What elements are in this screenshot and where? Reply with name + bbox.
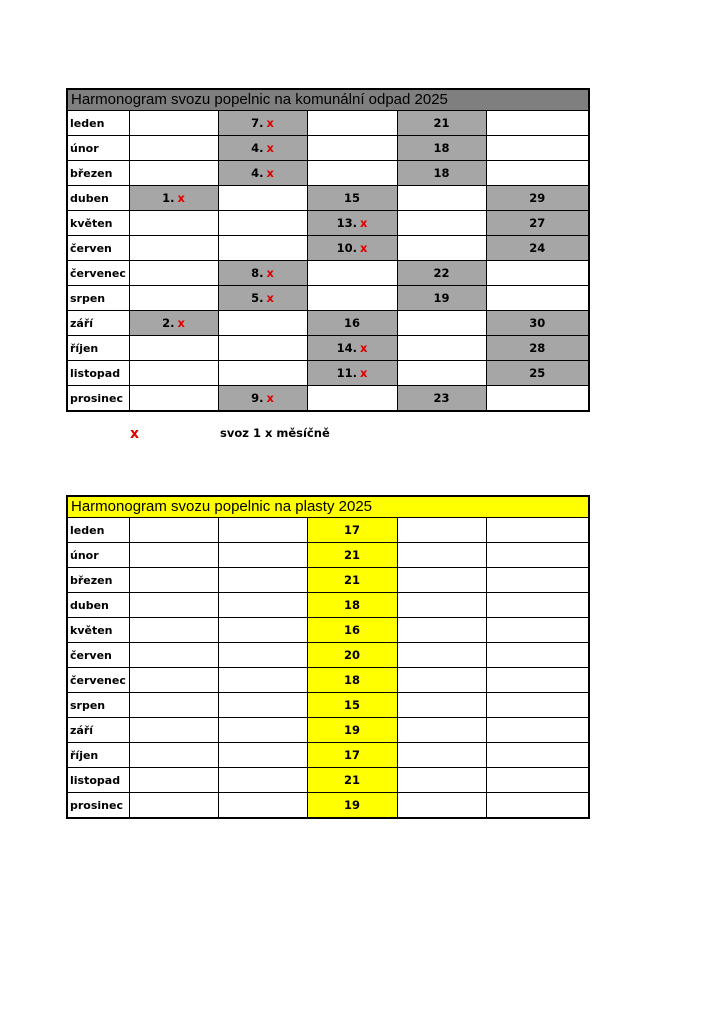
empty-cell <box>486 693 589 718</box>
date-cell <box>307 361 397 386</box>
collection-x-mark: x <box>177 191 185 205</box>
month-cell: srpen <box>67 286 129 311</box>
table-row <box>67 386 589 412</box>
date-value: 16 <box>343 316 360 330</box>
date-value: 14. <box>336 341 357 355</box>
date-value: 29 <box>529 191 546 205</box>
date-cell <box>486 311 589 336</box>
date-value: 8. <box>251 266 264 280</box>
table-row <box>67 211 589 236</box>
empty-cell <box>397 568 486 593</box>
date-cell <box>129 211 218 236</box>
date-cell <box>129 136 218 161</box>
date-cell <box>307 136 397 161</box>
empty-cell <box>486 643 589 668</box>
plasty-date-cell: 21 <box>307 568 397 593</box>
empty-cell <box>486 543 589 568</box>
table-row <box>67 311 589 336</box>
empty-cell <box>129 693 218 718</box>
month-cell: leden <box>67 111 129 136</box>
date-cell <box>307 161 397 186</box>
collection-x-mark: x <box>266 141 274 155</box>
empty-cell <box>486 768 589 793</box>
empty-cell <box>129 643 218 668</box>
date-cell <box>129 261 218 286</box>
date-cell <box>307 286 397 311</box>
date-cell <box>486 211 589 236</box>
month-cell: červenec <box>67 668 129 693</box>
date-value: 19 <box>433 291 450 305</box>
date-value: 9. <box>251 391 264 405</box>
date-value: 11. <box>336 366 357 380</box>
date-cell <box>397 311 486 336</box>
table-row <box>67 543 589 568</box>
table-row <box>67 718 589 743</box>
table-row <box>67 768 589 793</box>
plasty-date-cell: 17 <box>307 743 397 768</box>
empty-cell <box>486 668 589 693</box>
date-cell <box>129 161 218 186</box>
month-cell: prosinec <box>67 386 129 412</box>
date-cell <box>486 161 589 186</box>
empty-cell <box>218 618 307 643</box>
month-cell: březen <box>67 568 129 593</box>
komunalni-odpad-table-wrapper <box>66 88 588 412</box>
date-cell <box>307 311 397 336</box>
table-row <box>67 518 589 543</box>
date-value: 7. <box>251 116 264 130</box>
date-cell <box>486 111 589 136</box>
table-row <box>67 361 589 386</box>
date-value: 4. <box>251 141 264 155</box>
table-row <box>67 236 589 261</box>
month-cell: září <box>67 718 129 743</box>
empty-cell <box>218 668 307 693</box>
empty-cell <box>218 643 307 668</box>
month-cell: únor <box>67 543 129 568</box>
legend <box>66 424 588 444</box>
collection-x-mark: x <box>359 366 368 380</box>
date-cell <box>129 286 218 311</box>
plasty-table-wrapper <box>66 495 588 819</box>
date-cell <box>218 361 307 386</box>
date-cell <box>218 311 307 336</box>
date-value: 15 <box>343 191 360 205</box>
month-cell: duben <box>67 593 129 618</box>
empty-cell <box>218 593 307 618</box>
date-value: 24 <box>529 241 546 255</box>
month-cell: listopad <box>67 768 129 793</box>
collection-x-mark: x <box>359 241 368 255</box>
date-value: 2. <box>162 316 175 330</box>
plasty-date-cell: 17 <box>307 518 397 543</box>
date-cell <box>129 386 218 412</box>
table-row <box>67 693 589 718</box>
date-cell <box>129 111 218 136</box>
date-value: 10. <box>336 241 357 255</box>
empty-cell <box>397 793 486 819</box>
month-cell: červen <box>67 643 129 668</box>
collection-x-mark: x <box>359 341 368 355</box>
table-row <box>67 111 589 136</box>
table-row <box>67 743 589 768</box>
empty-cell <box>129 793 218 819</box>
plasty-date-cell: 21 <box>307 543 397 568</box>
empty-cell <box>129 518 218 543</box>
date-cell <box>218 111 307 136</box>
month-cell: květen <box>67 211 129 236</box>
date-value: 21 <box>433 116 450 130</box>
date-cell <box>486 336 589 361</box>
date-cell <box>307 236 397 261</box>
collection-x-mark: x <box>266 166 274 180</box>
table-row <box>67 568 589 593</box>
date-cell <box>397 211 486 236</box>
empty-cell <box>129 768 218 793</box>
plasty-date-cell: 18 <box>307 593 397 618</box>
empty-cell <box>218 743 307 768</box>
plasty-date-cell: 21 <box>307 768 397 793</box>
date-cell <box>397 336 486 361</box>
table-row <box>67 186 589 211</box>
empty-cell <box>486 718 589 743</box>
plasty-date-cell: 20 <box>307 643 397 668</box>
empty-cell <box>397 543 486 568</box>
empty-cell <box>129 743 218 768</box>
table-row <box>67 593 589 618</box>
empty-cell <box>129 718 218 743</box>
month-cell: červenec <box>67 261 129 286</box>
table-row <box>67 336 589 361</box>
date-cell <box>397 161 486 186</box>
date-cell <box>307 186 397 211</box>
empty-cell <box>218 793 307 819</box>
month-cell: únor <box>67 136 129 161</box>
date-cell <box>397 236 486 261</box>
month-cell: říjen <box>67 336 129 361</box>
date-value: 25 <box>529 366 546 380</box>
date-cell <box>218 286 307 311</box>
plasty-date-cell: 16 <box>307 618 397 643</box>
collection-x-mark: x <box>266 266 274 280</box>
table2-title: Harmonogram svozu popelnic na plasty 2025 <box>67 496 589 518</box>
month-cell: říjen <box>67 743 129 768</box>
komunalni-odpad-table <box>66 88 590 412</box>
plasty-date-cell: 18 <box>307 668 397 693</box>
empty-cell <box>218 518 307 543</box>
date-cell <box>307 261 397 286</box>
date-cell <box>486 186 589 211</box>
date-cell <box>129 186 218 211</box>
empty-cell <box>397 618 486 643</box>
date-cell <box>486 361 589 386</box>
date-cell <box>397 136 486 161</box>
month-cell: prosinec <box>67 793 129 819</box>
empty-cell <box>397 743 486 768</box>
empty-cell <box>486 518 589 543</box>
date-cell <box>397 186 486 211</box>
date-value: 23 <box>433 391 450 405</box>
plasty-table <box>66 495 590 819</box>
date-cell <box>397 261 486 286</box>
empty-cell <box>218 693 307 718</box>
date-cell <box>486 386 589 412</box>
table-row <box>67 668 589 693</box>
table-row <box>67 136 589 161</box>
month-cell: červen <box>67 236 129 261</box>
legend-text: svoz 1 x měsíčně <box>220 426 330 440</box>
collection-x-mark: x <box>359 216 368 230</box>
date-cell <box>486 236 589 261</box>
date-cell <box>218 136 307 161</box>
empty-cell <box>486 593 589 618</box>
date-cell <box>397 386 486 412</box>
month-cell: září <box>67 311 129 336</box>
collection-x-mark: x <box>266 291 274 305</box>
table-row <box>67 286 589 311</box>
table-row <box>67 793 589 819</box>
month-cell: srpen <box>67 693 129 718</box>
date-value: 28 <box>529 341 546 355</box>
legend-x-mark: x <box>130 426 140 442</box>
date-cell <box>486 286 589 311</box>
date-value: 1. <box>162 191 175 205</box>
date-cell <box>218 236 307 261</box>
month-cell: květen <box>67 618 129 643</box>
date-cell <box>307 211 397 236</box>
empty-cell <box>486 743 589 768</box>
empty-cell <box>397 768 486 793</box>
table-row <box>67 618 589 643</box>
empty-cell <box>397 518 486 543</box>
empty-cell <box>486 618 589 643</box>
empty-cell <box>486 793 589 819</box>
date-value: 13. <box>336 216 357 230</box>
date-cell <box>397 286 486 311</box>
empty-cell <box>397 668 486 693</box>
date-cell <box>129 336 218 361</box>
date-value: 22 <box>433 266 450 280</box>
date-cell <box>218 386 307 412</box>
empty-cell <box>486 568 589 593</box>
empty-cell <box>218 568 307 593</box>
date-cell <box>218 161 307 186</box>
empty-cell <box>218 768 307 793</box>
empty-cell <box>397 643 486 668</box>
empty-cell <box>218 543 307 568</box>
date-cell <box>397 111 486 136</box>
table-row <box>67 161 589 186</box>
date-cell <box>129 311 218 336</box>
date-cell <box>129 361 218 386</box>
empty-cell <box>397 593 486 618</box>
date-cell <box>307 111 397 136</box>
date-value: 27 <box>529 216 546 230</box>
empty-cell <box>397 693 486 718</box>
date-value: 4. <box>251 166 264 180</box>
date-cell <box>218 261 307 286</box>
table-row <box>67 261 589 286</box>
empty-cell <box>129 618 218 643</box>
date-cell <box>307 386 397 412</box>
date-cell <box>397 361 486 386</box>
collection-x-mark: x <box>266 391 274 405</box>
date-value: 5. <box>251 291 264 305</box>
month-cell: duben <box>67 186 129 211</box>
collection-x-mark: x <box>177 316 185 330</box>
date-value: 18 <box>433 166 450 180</box>
date-cell <box>486 261 589 286</box>
empty-cell <box>129 593 218 618</box>
table-row <box>67 643 589 668</box>
empty-cell <box>129 568 218 593</box>
plasty-date-cell: 15 <box>307 693 397 718</box>
date-cell <box>129 236 218 261</box>
date-value: 30 <box>529 316 546 330</box>
collection-x-mark: x <box>266 116 274 130</box>
month-cell: listopad <box>67 361 129 386</box>
plasty-date-cell: 19 <box>307 718 397 743</box>
empty-cell <box>129 668 218 693</box>
table1-title: Harmonogram svozu popelnic na komunální odpad 2025 <box>67 89 589 111</box>
empty-cell <box>218 718 307 743</box>
month-cell: březen <box>67 161 129 186</box>
month-cell: leden <box>67 518 129 543</box>
plasty-date-cell: 19 <box>307 793 397 819</box>
date-cell <box>218 336 307 361</box>
date-cell <box>218 186 307 211</box>
date-cell <box>307 336 397 361</box>
empty-cell <box>397 718 486 743</box>
date-value: 18 <box>433 141 450 155</box>
empty-cell <box>129 543 218 568</box>
date-cell <box>486 136 589 161</box>
date-cell <box>218 211 307 236</box>
